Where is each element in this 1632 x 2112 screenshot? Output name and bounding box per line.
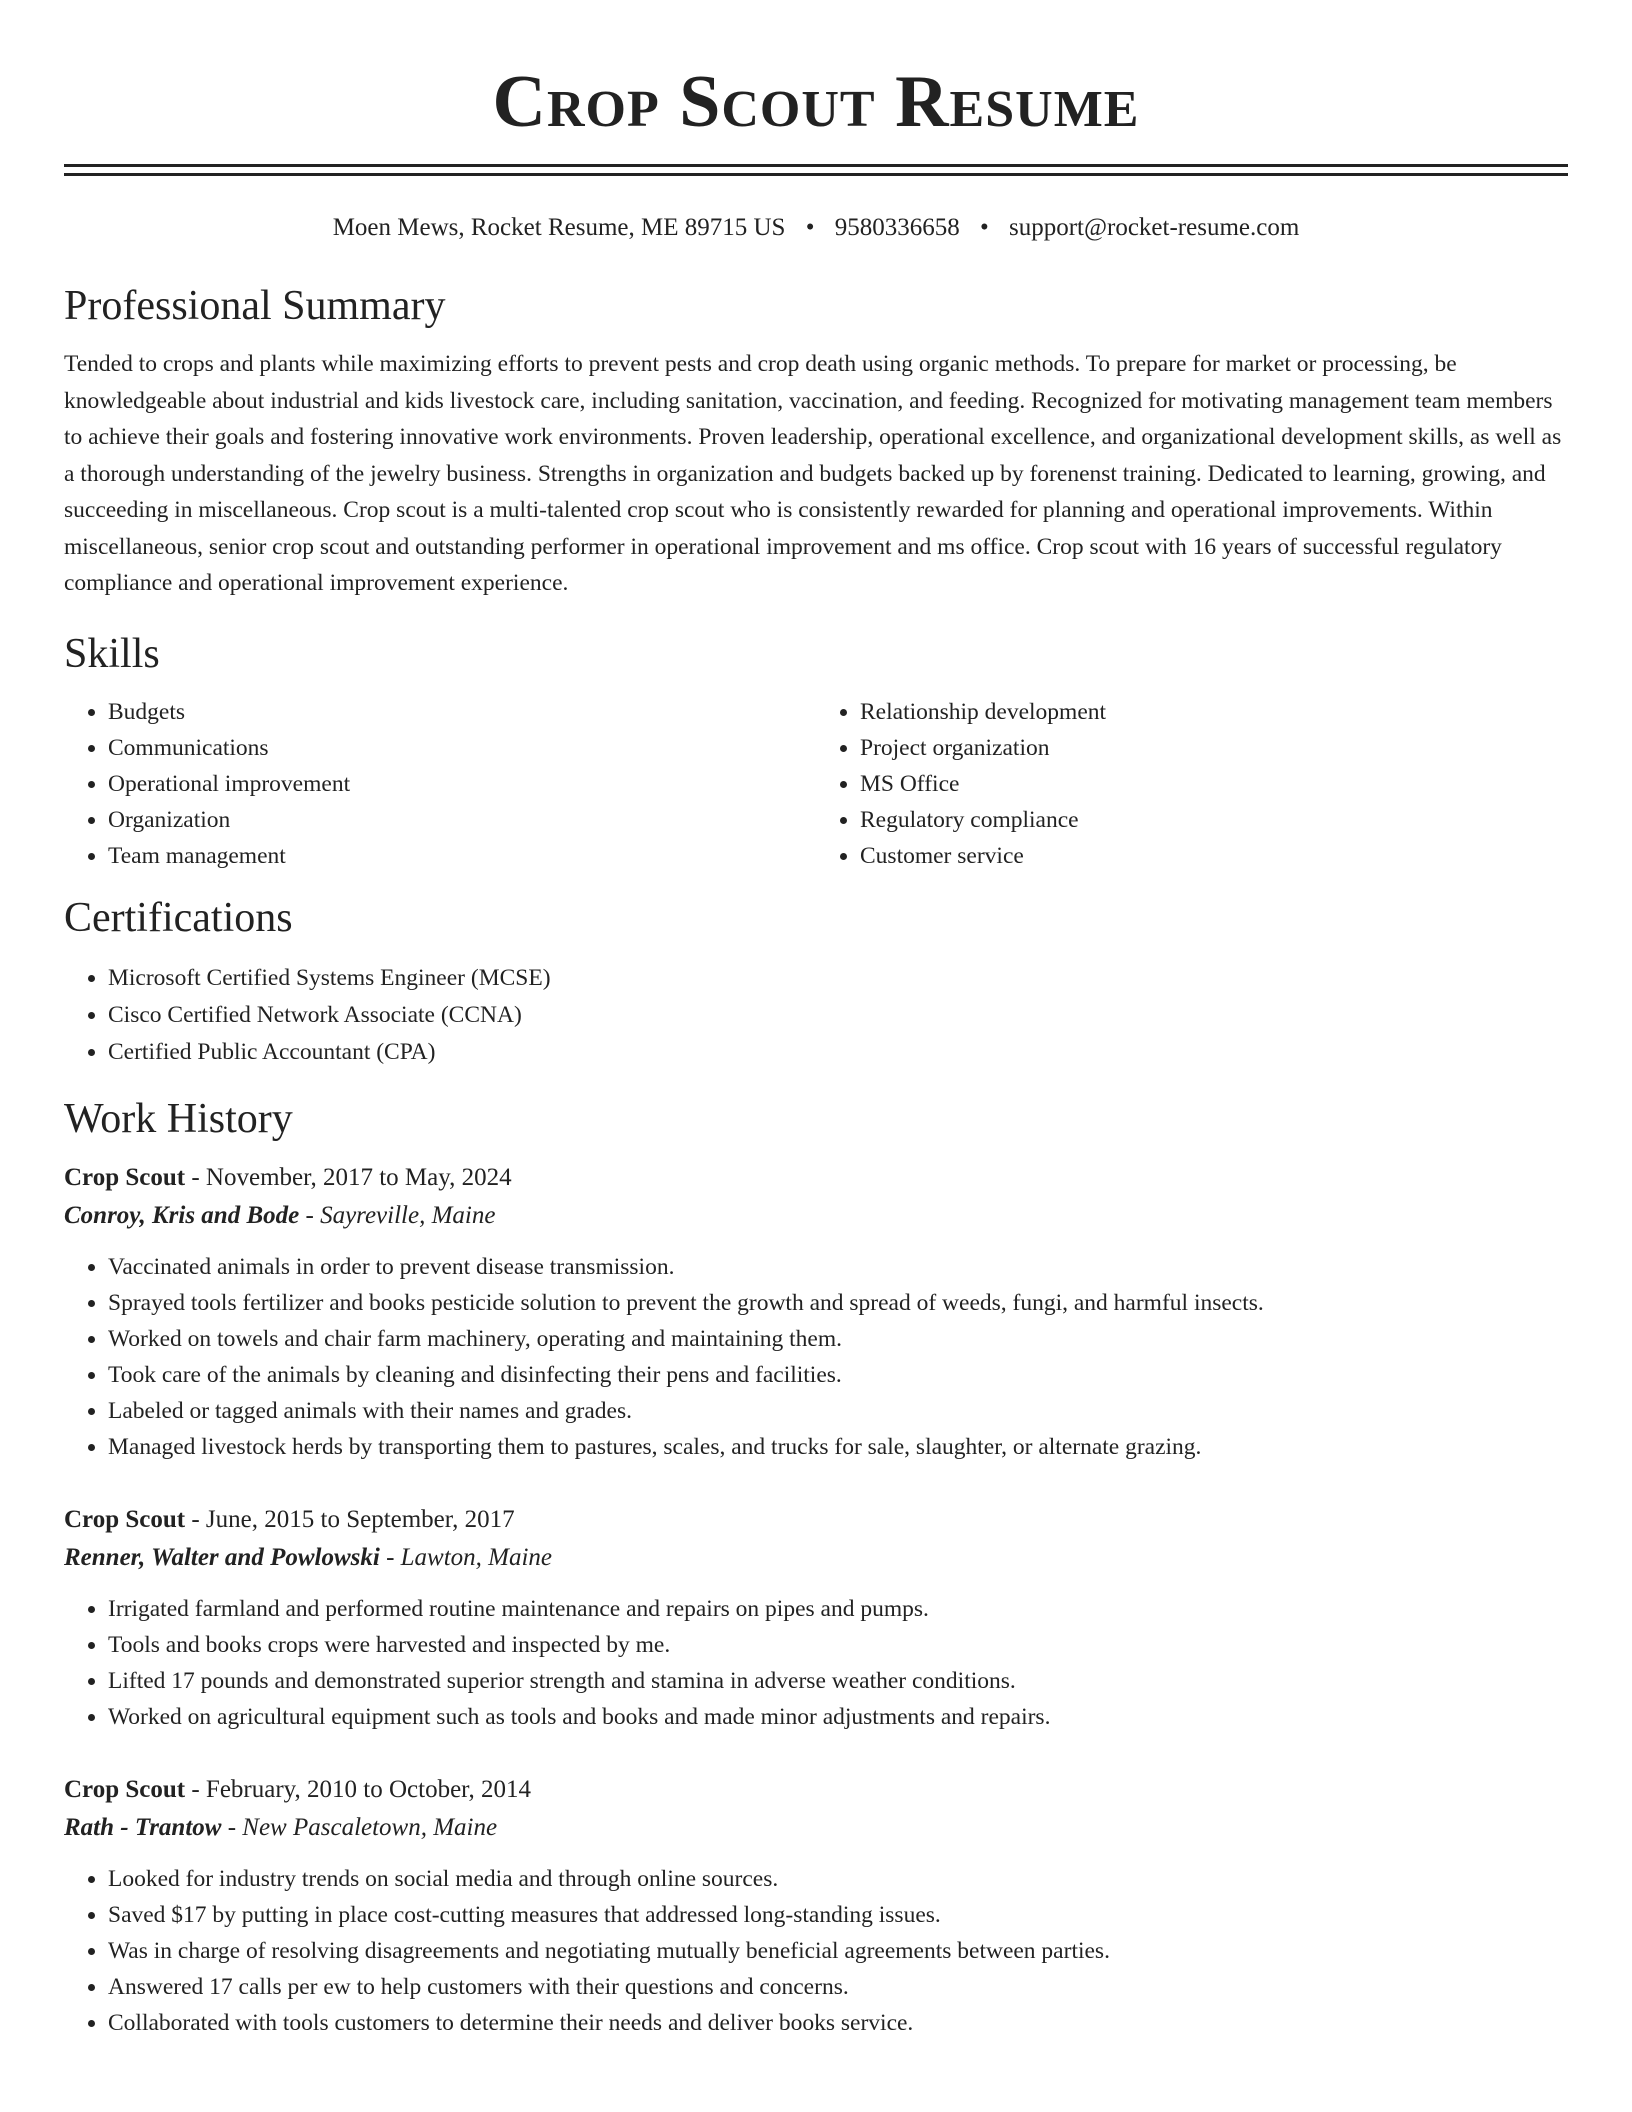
skill-item: • Organization: [108, 802, 816, 838]
certifications-heading: Certifications: [64, 894, 293, 941]
skills-list-left: [64, 694, 816, 874]
summary-heading: Professional Summary: [64, 283, 446, 329]
job-bullet: • Saved $17 by putting in place cost-cutting measures that addressed long-standing issues.: [108, 1897, 1568, 1933]
job-bullet: • Sprayed tools fertilizer and books pesticide solution to prevent the growth and spread of weeds, fungi, and harmful insects.: [108, 1285, 1568, 1321]
skill-item: • Regulatory compliance: [860, 802, 1568, 838]
certifications-section: [64, 892, 1568, 1071]
skill-item: • Customer service: [860, 838, 1568, 874]
job-bullet: • Worked on towels and chair farm machinery, operating and maintaining them.: [108, 1321, 1568, 1357]
job-bullet: • Collaborated with tools customers to determine their needs and deliver books service.: [108, 2005, 1568, 2041]
certifications-list: [64, 960, 1568, 1071]
job-company: Renner, Walter and Powlowski: [64, 1543, 380, 1571]
skills-section: [64, 628, 1568, 874]
skills-list-right: [816, 694, 1568, 874]
job-company-line: Rath - Trantow - New Pascaletown, Maine: [64, 1813, 498, 1841]
job-location: Lawton, Maine: [400, 1543, 553, 1571]
job-dates: June, 2015 to September, 2017: [205, 1505, 515, 1533]
skill-item: • Communications: [108, 730, 816, 766]
work-history-heading: Work History: [64, 1095, 293, 1142]
contact-line: [64, 212, 1568, 244]
resume-title: Crop Scout Resume: [492, 61, 1140, 143]
certification-item: • Cisco Certified Network Associate (CCNA): [108, 997, 1568, 1034]
job-bullet-list: [64, 1249, 1568, 1465]
job-company: Conroy, Kris and Bode: [64, 1201, 300, 1229]
summary-text: Tended to crops and plants while maximizing efforts to prevent pests and crop death using organic methods. To prepare for market or processing, be knowledgeable about industrial and kids livestock care, including sanitation, vaccination, and feeding. Recognized for motivating management team members to achieve their goals and fostering innovative work environments. Proven leadership, operational excellence, and organizational development skills, as well as a thorough understanding of the jewelry business. Strengths in organization and budgets backed up by forenenst training. Dedicated to learning, growing, and succeeding in miscellaneous. Crop scout is a multi-talented crop scout who is consistently rewarded for planning and operational improvements. Within miscellaneous, senior crop scout and outstanding performer in operational improvement and ms office. Crop scout with 16 years of successful regulatory compliance and operational improvement experience.: [64, 351, 1562, 596]
skill-item: • Team management: [108, 838, 816, 874]
job-dates: February, 2010 to October, 2014: [205, 1775, 532, 1803]
job-bullet-list: [64, 1591, 1568, 1735]
contact-phone: 9580336658: [834, 214, 960, 241]
job-bullet: • Was in charge of resolving disagreements and negotiating mutually beneficial agreements between parties.: [108, 1933, 1568, 1969]
job-entry: [64, 1501, 1568, 1735]
certification-item: • Certified Public Accountant (CPA): [108, 1034, 1568, 1071]
job-title: Crop Scout: [64, 1163, 186, 1191]
job-company-line: Conroy, Kris and Bode - Sayreville, Maine: [64, 1201, 496, 1229]
job-bullet: • Labeled or tagged animals with their names and grades.: [108, 1393, 1568, 1429]
job-bullet: • Took care of the animals by cleaning and disinfecting their pens and facilities.: [108, 1357, 1568, 1393]
job-header: Crop Scout - February, 2010 to October, 2014: [64, 1775, 532, 1803]
title-divider: [64, 164, 1568, 167]
job-location: Sayreville, Maine: [320, 1201, 496, 1229]
job-bullet: • Vaccinated animals in order to prevent disease transmission.: [108, 1249, 1568, 1285]
job-header: Crop Scout - November, 2017 to May, 2024: [64, 1163, 512, 1191]
job-bullet-list: [64, 1861, 1568, 2041]
skills-columns: [64, 694, 1568, 874]
job-entry: [64, 1159, 1568, 1465]
job-location: New Pascaletown, Maine: [242, 1813, 498, 1841]
skill-item: • Project organization: [860, 730, 1568, 766]
skills-heading: Skills: [64, 630, 160, 677]
contact-separator: •: [979, 214, 989, 241]
job-bullet: • Irrigated farmland and performed routine maintenance and repairs on pipes and pumps.: [108, 1591, 1568, 1627]
job-company-line: Renner, Walter and Powlowski - Lawton, Maine: [64, 1543, 553, 1571]
certification-item: • Microsoft Certified Systems Engineer (MCSE): [108, 960, 1568, 997]
job-header: Crop Scout - June, 2015 to September, 2017: [64, 1505, 515, 1533]
contact-email: support@rocket-resume.com: [1008, 214, 1300, 241]
job-entry: [64, 1771, 1568, 2041]
job-bullet: • Lifted 17 pounds and demonstrated superior strength and stamina in adverse weather conditions.: [108, 1663, 1568, 1699]
work-history-section: [64, 1093, 1568, 2041]
skill-item: • MS Office: [860, 766, 1568, 802]
skill-item: • Budgets: [108, 694, 816, 730]
skill-item: • Relationship development: [860, 694, 1568, 730]
contact-address: Moen Mews, Rocket Resume, ME 89715 US: [332, 214, 786, 241]
job-company: Rath - Trantow: [64, 1813, 222, 1841]
title-divider-secondary: [64, 173, 1568, 176]
job-title: Crop Scout: [64, 1505, 186, 1533]
job-bullet: • Managed livestock herds by transporting them to pastures, scales, and trucks for sale, slaughter, or alternate grazing.: [108, 1429, 1568, 1465]
job-bullet: • Answered 17 calls per ew to help customers with their questions and concerns.: [108, 1969, 1568, 2005]
job-title: Crop Scout: [64, 1775, 186, 1803]
job-bullet: • Worked on agricultural equipment such as tools and books and made minor adjustments and repairs.: [108, 1699, 1568, 1735]
job-dates: November, 2017 to May, 2024: [205, 1163, 512, 1191]
skill-item: • Operational improvement: [108, 766, 816, 802]
contact-separator: •: [805, 214, 815, 241]
job-bullet: • Tools and books crops were harvested and inspected by me.: [108, 1627, 1568, 1663]
job-bullet: • Looked for industry trends on social media and through online sources.: [108, 1861, 1568, 1897]
summary-section: [64, 280, 1568, 602]
